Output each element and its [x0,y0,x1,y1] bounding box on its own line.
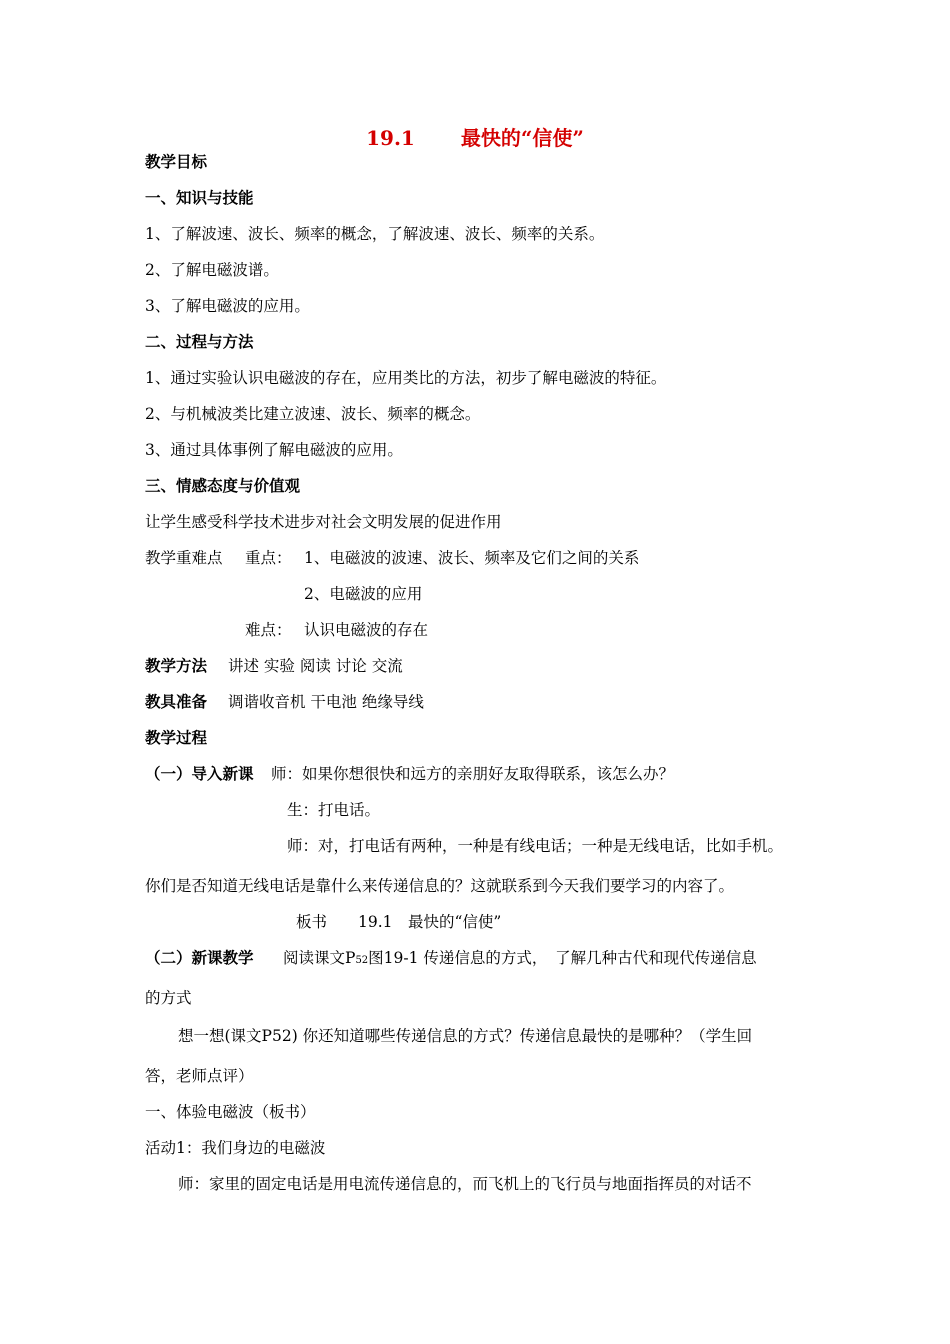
sec1-heading: 一、知识与技能 [145,188,254,207]
title-number: 19.1 [366,126,415,150]
goals-heading: 教学目标 [145,152,208,171]
key-label: 教学重难点 [145,549,223,567]
intro-label: （一）导入新课 [145,764,254,783]
sec3-heading: 三、情感态度与价值观 [145,476,301,495]
sec3-text: 让学生感受科学技术进步对社会文明发展的促进作用 [145,513,502,531]
think-question: 想一想(课文P52) 你还知道哪些传递信息的方式？传递信息最快的是哪种？（学生回 [178,1027,753,1045]
key-focus-label: 重点： [245,549,292,567]
board-title: 板书 19.1 最快的“信使” [296,913,502,931]
sec1-item: 3、了解电磁波的应用。 [145,297,310,315]
page-subscript: 52 [355,955,369,966]
activity-heading: 活动1：我们身边的电磁波 [145,1139,326,1157]
student-reply: 生：打电话。 [287,801,381,819]
think-continuation: 答，老师点评） [145,1067,254,1085]
teacher-reply: 师：对，打电话有两种，一种是有线电话；一种是无线电话，比如手机。 [287,837,784,855]
sec1-item: 1、了解波速、波长、频率的概念，了解波速、波长、频率的关系。 [145,225,605,243]
sec2-heading: 二、过程与方法 [145,332,254,351]
page-title [0,124,950,152]
key-difficulty-label: 难点： [245,621,292,639]
teacher-paragraph: 师：家里的固定电话是用电流传递信息的，而飞机上的飞行员与地面指挥员的对话不 [178,1175,752,1193]
new-lesson-continuation: 的方式 [145,989,192,1007]
sec2-item: 1、通过实验认识电磁波的存在，应用类比的方法，初步了解电磁波的特征。 [145,369,667,387]
new-lesson-label: （二）新课教学 [145,948,254,967]
key-focus-2: 2、电磁波的应用 [304,585,423,603]
reading-text-b: 图19-1 传递信息的方式， 了解几种古代和现代传递信息 [368,949,757,967]
sec1-item: 2、了解电磁波谱。 [145,261,279,279]
key-difficulty-text: 认识电磁波的存在 [304,621,429,639]
sec2-item: 3、通过具体事例了解电磁波的应用。 [145,441,403,459]
title-text: 最快的“信使” [460,126,584,150]
tools-text: 调谐收音机 干电池 绝缘导线 [228,693,424,711]
method-label: 教学方法 [145,656,208,675]
key-focus-1: 1、电磁波的波速、波长、频率及它们之间的关系 [304,549,640,567]
new-lesson-text [283,947,757,972]
intro-continuation: 你们是否知道无线电话是靠什么来传递信息的？这就联系到今天我们要学习的内容了。 [145,877,735,895]
sec2-item: 2、与机械波类比建立波速、波长、频率的概念。 [145,405,481,423]
process-heading: 教学过程 [145,728,208,747]
tools-label: 教具准备 [145,692,208,711]
reading-text-a: 阅读课文P [283,949,356,967]
method-text: 讲述 实验 阅读 讨论 交流 [228,657,403,675]
experience-heading: 一、体验电磁波（板书） [145,1103,316,1121]
intro-text: 师：如果你想很快和远方的亲朋好友取得联系，该怎么办？ [271,765,675,783]
